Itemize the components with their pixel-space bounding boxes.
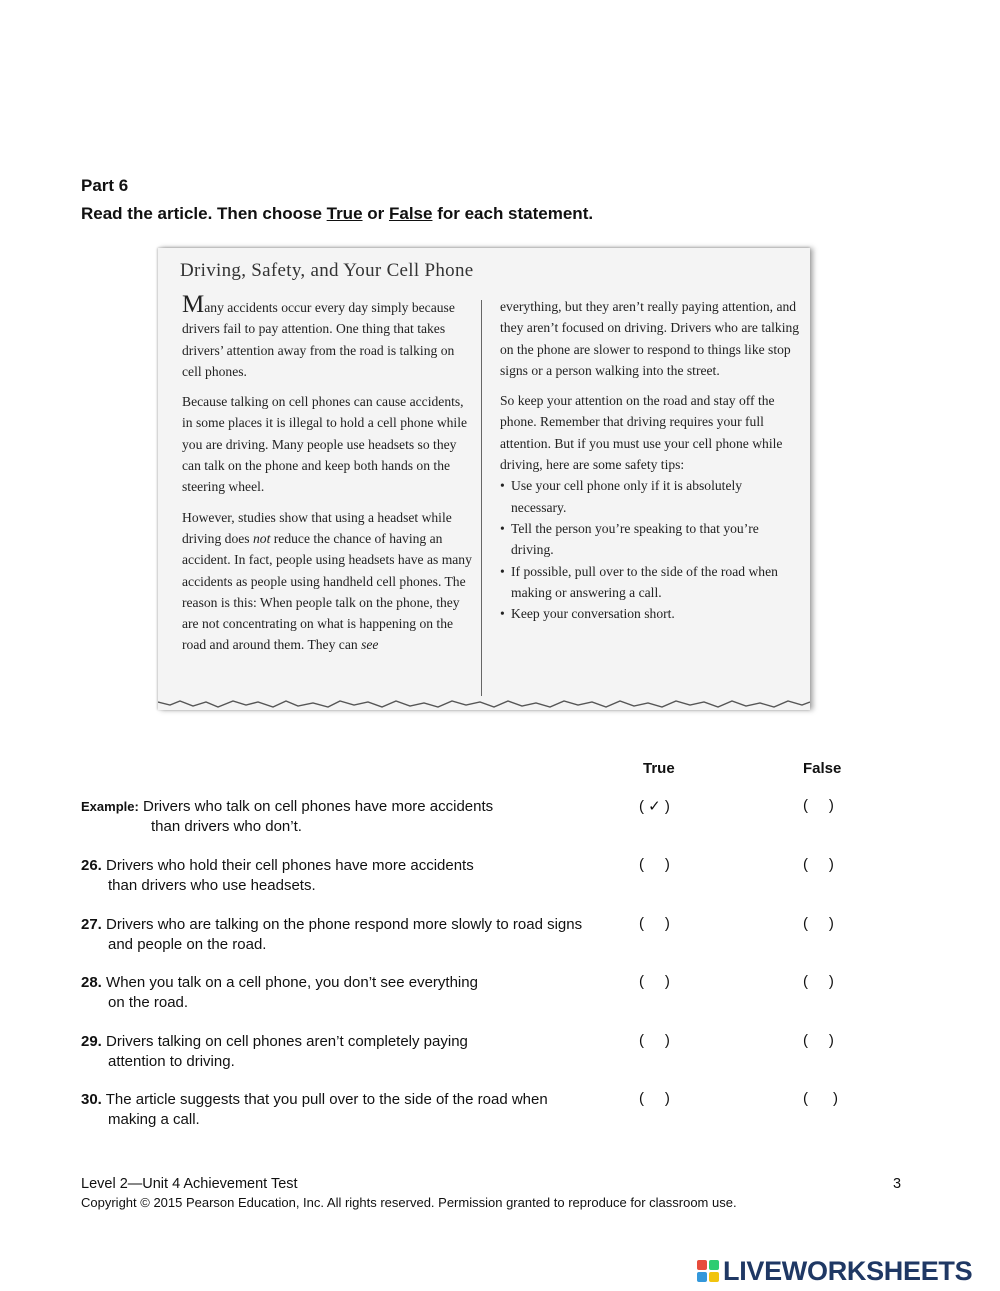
example-true-option[interactable]: ( ✓ ) [639, 798, 670, 815]
article-right-column [500, 296, 800, 624]
q29-true-option[interactable]: ( ) [639, 1032, 670, 1049]
question-30: 30. The article suggests that you pull over to the side of the road when making a call. [81, 1091, 548, 1128]
false-column-header: False [803, 760, 842, 777]
question-29: 29. Drivers talking on cell phones aren’t completely paying attention to driving. [81, 1033, 468, 1070]
article-paragraph-1: Many accidents occur every day simply because drivers fail to pay attention. One thing that takes drivers’ attention away from the road is talking on cell phones. [182, 291, 455, 379]
footer-copyright: Copyright © 2015 Pearson Education, Inc. All rights reserved. Permission granted to reproduce for classroom use. [81, 1195, 737, 1210]
column-divider [481, 300, 482, 700]
instructions: Read the article. Then choose True or False for each statement. [81, 204, 594, 223]
q26-false-option[interactable]: ( ) [803, 856, 834, 873]
drop-cap: M [182, 291, 205, 318]
q28-true-option[interactable]: ( ) [639, 973, 670, 990]
safety-tip: • Tell the person you’re speaking to that you’re driving. [500, 518, 800, 561]
safety-tip: • Use your cell phone only if it is absolutely necessary. [500, 475, 800, 518]
brand-name: LIVEWORKSHEETS [723, 1255, 973, 1286]
q27-false-option[interactable]: ( ) [803, 915, 834, 932]
part-title: Part 6 [81, 176, 129, 195]
example-statement: Example: Drivers who talk on cell phones have more accidents than drivers who don’t. [81, 798, 494, 835]
safety-tip: • If possible, pull over to the side of the road when making or answering a call. [500, 561, 800, 604]
footer-test-name: Level 2—Unit 4 Achievement Test [81, 1176, 298, 1192]
true-column-header: True [643, 760, 675, 777]
question-28: 28. When you talk on a cell phone, you don’t see everything on the road. [81, 974, 478, 1011]
example-false-option[interactable]: ( ) [803, 797, 834, 814]
article-title: Driving, Safety, and Your Cell Phone [180, 260, 474, 281]
question-27: 27. Drivers who are talking on the phone respond more slowly to road signs and people on the road. [81, 916, 583, 953]
q29-false-option[interactable]: ( ) [803, 1032, 834, 1049]
q28-false-option[interactable]: ( ) [803, 973, 834, 990]
article-card [158, 248, 810, 710]
article-paragraph-4: everything, but they aren’t really paying attention, and they aren’t focused on driving. Drivers who are talking on the phone are slower to respond to things like stop signs or a person walking into the street. [500, 299, 800, 378]
example-label: Example: [81, 799, 139, 814]
safety-tip: • Keep your conversation short. [500, 603, 800, 624]
q26-true-option[interactable]: ( ) [639, 856, 670, 873]
page-number: 3 [893, 1176, 902, 1192]
article-paragraph-3: However, studies show that using a headset while driving does not reduce the chance of having an accident. In fact, people using headsets have as many accidents as people using handheld cell phones. The reason is this: When people talk on the phone, they are not concentrating on what is happening on the road and around them. They can see [182, 509, 472, 653]
torn-edge [158, 696, 810, 720]
true-word: True [326, 204, 363, 223]
logo-blocks-icon [697, 1260, 719, 1282]
safety-tips-list [500, 475, 800, 624]
q30-true-option[interactable]: ( ) [639, 1090, 670, 1107]
q27-true-option[interactable]: ( ) [639, 915, 670, 932]
question-26: 26. Drivers who hold their cell phones have more accidents than drivers who use headsets. [81, 857, 474, 894]
article-left-column [182, 291, 472, 665]
liveworksheets-logo [697, 1256, 972, 1286]
article-paragraph-5: So keep your attention on the road and stay off the phone. Remember that driving requires your full attention. But if you must use your cell phone while driving, here are some safety tips: [500, 393, 783, 473]
false-word: False [388, 204, 433, 223]
q30-false-option[interactable]: ( ) [803, 1090, 838, 1107]
article-paragraph-2: Because talking on cell phones can cause accidents, in some places it is illegal to hold a cell phone while you are driving. Many people use headsets so they can talk on the phone and keep both hands on the steering wheel. [182, 394, 468, 495]
